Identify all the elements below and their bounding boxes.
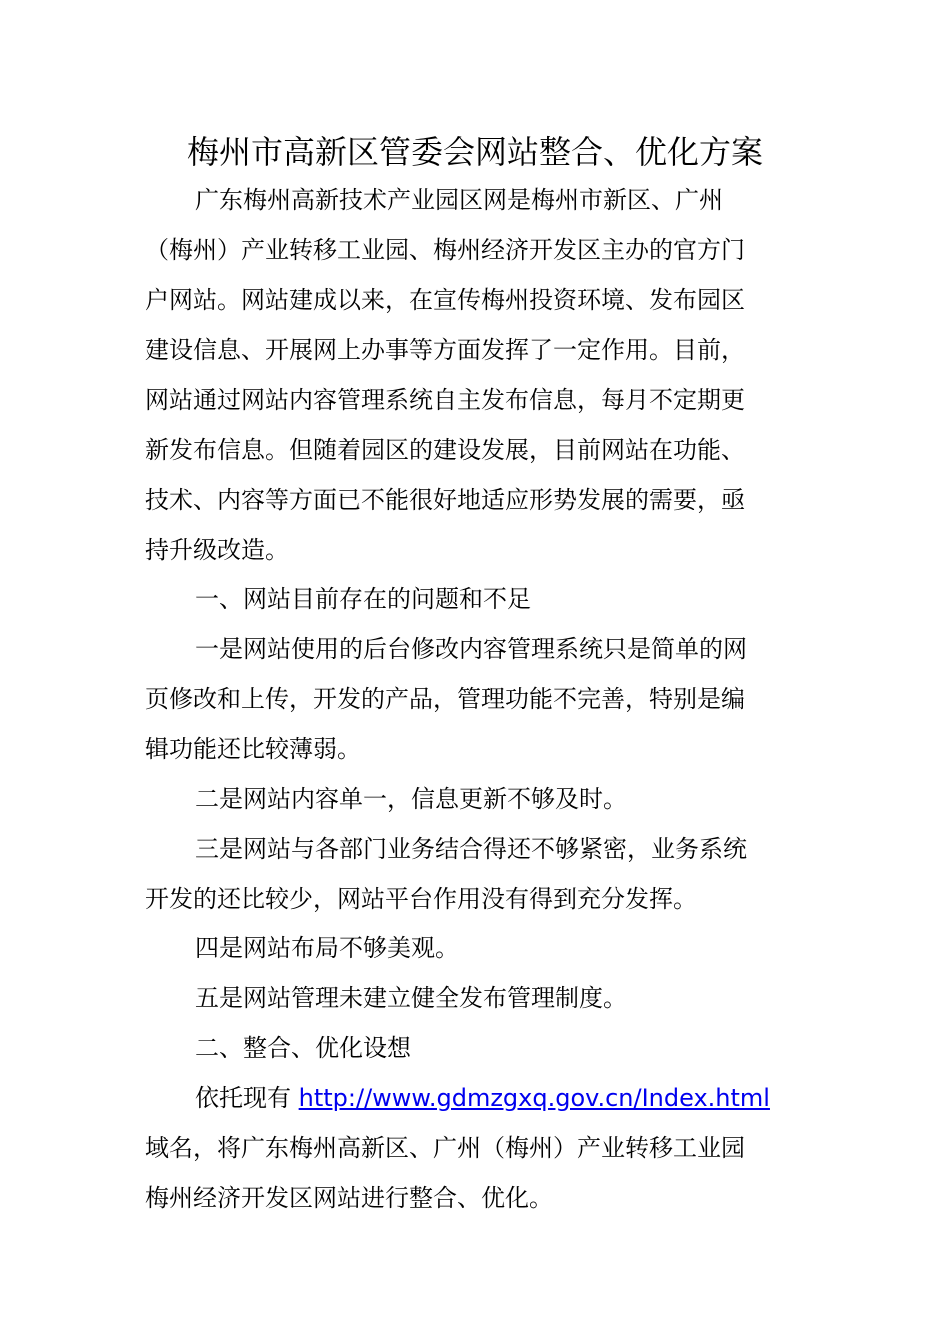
issue-1-line-1: 一是网站使用的后台修改内容管理系统只是简单的网	[195, 635, 747, 663]
website-link[interactable]: http://www.gdmzgxq.gov.cn/Index.html	[298, 1084, 770, 1112]
section-2-heading: 二、整合、优化设想	[195, 1034, 411, 1062]
section-1-heading: 一、网站目前存在的问题和不足	[195, 585, 531, 613]
issue-4: 四是网站布局不够美观。	[195, 934, 459, 962]
issue-3-line-1: 三是网站与各部门业务结合得还不够紧密，业务系统	[195, 835, 747, 863]
intro-line-2: （梅州）产业转移工业园、梅州经济开发区主办的官方门	[145, 236, 745, 264]
issue-3-line-2: 开发的还比较少，网站平台作用没有得到充分发挥。	[145, 885, 697, 913]
intro-line-4: 建设信息、开展网上办事等方面发挥了一定作用。目前，	[145, 336, 745, 364]
plan-line-2: 域名，将广东梅州高新区、广州（梅州）产业转移工业园	[145, 1134, 745, 1162]
issue-1-line-2: 页修改和上传，开发的产品，管理功能不完善，特别是编	[145, 685, 745, 713]
document-title: 梅州市高新区管委会网站整合、优化方案	[186, 133, 763, 171]
plan-prefix: 依托现有	[195, 1084, 291, 1112]
issue-1-line-3: 辑功能还比较薄弱。	[145, 735, 361, 763]
intro-line-8: 持升级改造。	[145, 536, 289, 564]
intro-line-1: 广东梅州高新技术产业园区网是梅州市新区、广州	[195, 186, 723, 214]
plan-line-3: 梅州经济开发区网站进行整合、优化。	[145, 1184, 553, 1212]
intro-line-7: 技术、内容等方面已不能很好地适应形势发展的需要，亟	[145, 486, 745, 514]
issue-2: 二是网站内容单一，信息更新不够及时。	[195, 785, 627, 813]
plan-line-1	[195, 1082, 770, 1114]
intro-line-5: 网站通过网站内容管理系统自主发布信息，每月不定期更	[145, 386, 745, 414]
intro-line-3: 户网站。网站建成以来，在宣传梅州投资环境、发布园区	[145, 286, 745, 314]
issue-5: 五是网站管理未建立健全发布管理制度。	[195, 984, 627, 1012]
intro-line-6: 新发布信息。但随着园区的建设发展，目前网站在功能、	[145, 436, 745, 464]
